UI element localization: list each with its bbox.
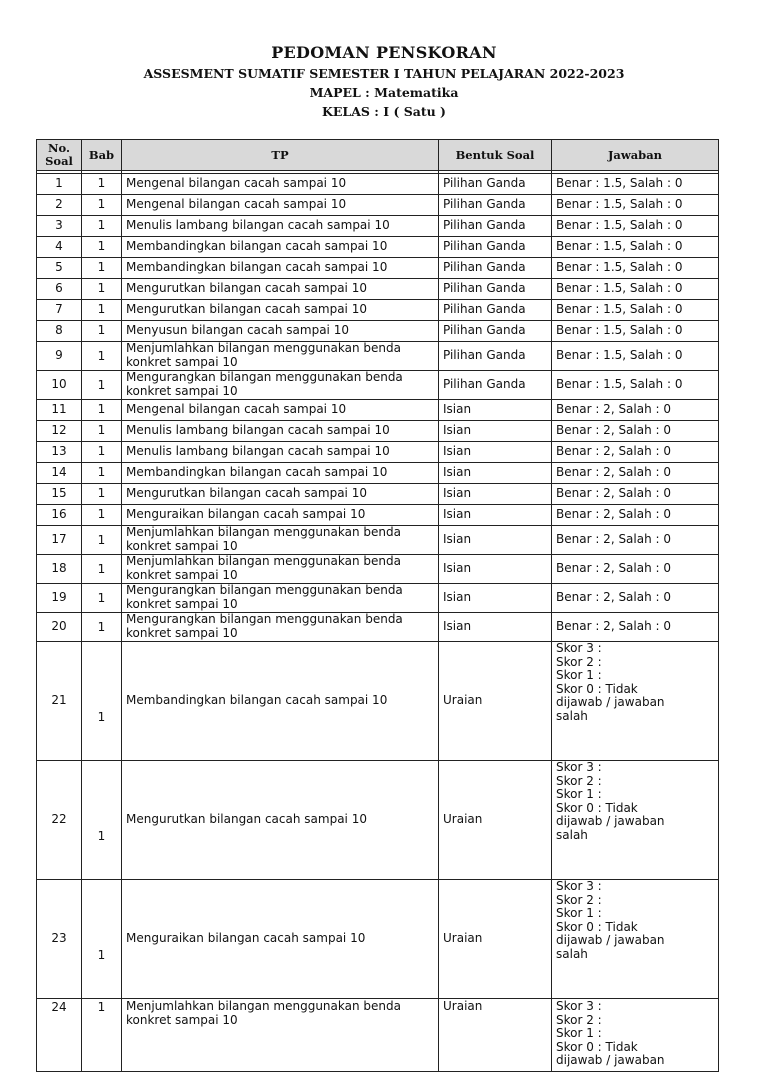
table-row [37,258,719,279]
row-jawaban: Skor 3 : Skor 2 : Skor 1 : Skor 0 : Tidak dijawab / jawaban salah [552,642,719,761]
row-jawaban: Benar : 1.5, Salah : 0 [552,371,719,400]
row-tp: Menguraikan bilangan cacah sampai 10 [122,880,439,999]
table-row [37,174,719,195]
row-bentuk-soal: Pilihan Ganda [439,258,552,279]
row-jawaban: Benar : 1.5, Salah : 0 [552,300,719,321]
table-row [37,880,719,999]
table-row [37,371,719,400]
subject-label: MAPEL : Matematika [309,85,459,100]
row-number: 20 [37,613,82,642]
row-tp: Mengenal bilangan cacah sampai 10 [122,174,439,195]
row-number: 4 [37,237,82,258]
row-jawaban: Benar : 1.5, Salah : 0 [552,237,719,258]
row-jawaban: Benar : 1.5, Salah : 0 [552,216,719,237]
row-bab: 1 [82,880,122,999]
row-jawaban: Benar : 2, Salah : 0 [552,421,719,442]
row-tp: Menjumlahkan bilangan menggunakan benda konkret sampai 10 [122,999,439,1072]
row-jawaban: Benar : 2, Salah : 0 [552,400,719,421]
row-number: 9 [37,342,82,371]
table-row [37,642,719,761]
row-bab: 1 [82,505,122,526]
row-number: 18 [37,555,82,584]
row-number: 6 [37,279,82,300]
row-jawaban: Benar : 2, Salah : 0 [552,463,719,484]
row-bab: 1 [82,300,122,321]
row-number: 5 [37,258,82,279]
row-bab: 1 [82,371,122,400]
row-tp: Mengenal bilangan cacah sampai 10 [122,400,439,421]
row-bab: 1 [82,421,122,442]
row-bab: 1 [82,526,122,555]
row-tp: Menjumlahkan bilangan menggunakan benda konkret sampai 10 [122,342,439,371]
row-bentuk-soal: Pilihan Ganda [439,174,552,195]
row-number: 23 [37,880,82,999]
table-row [37,484,719,505]
row-tp: Menyusun bilangan cacah sampai 10 [122,321,439,342]
table-row [37,442,719,463]
row-bentuk-soal: Pilihan Ganda [439,321,552,342]
table-row [37,216,719,237]
table-row [37,342,719,371]
row-number: 21 [37,642,82,761]
table-row [37,526,719,555]
class-label: KELAS : I ( Satu ) [322,104,446,119]
table-row [37,421,719,442]
row-tp: Menjumlahkan bilangan menggunakan benda konkret sampai 10 [122,555,439,584]
row-number: 11 [37,400,82,421]
row-tp: Mengurangkan bilangan menggunakan benda konkret sampai 10 [122,371,439,400]
row-bentuk-soal: Isian [439,421,552,442]
row-jawaban: Benar : 2, Salah : 0 [552,505,719,526]
row-bentuk-soal: Uraian [439,761,552,880]
row-jawaban: Benar : 2, Salah : 0 [552,584,719,613]
row-tp: Mengurutkan bilangan cacah sampai 10 [122,761,439,880]
row-bab: 1 [82,342,122,371]
row-jawaban: Benar : 1.5, Salah : 0 [552,279,719,300]
row-number: 3 [37,216,82,237]
row-tp: Menulis lambang bilangan cacah sampai 10 [122,216,439,237]
row-bab: 1 [82,321,122,342]
row-tp: Membandingkan bilangan cacah sampai 10 [122,237,439,258]
col-header-bab: Bab [82,140,122,171]
row-number: 22 [37,761,82,880]
table-row [37,463,719,484]
row-bab: 1 [82,555,122,584]
row-bab: 1 [82,174,122,195]
row-jawaban: Skor 3 : Skor 2 : Skor 1 : Skor 0 : Tidak dijawab / jawaban [552,999,719,1072]
row-bentuk-soal: Uraian [439,880,552,999]
row-bentuk-soal: Isian [439,526,552,555]
row-jawaban: Benar : 2, Salah : 0 [552,613,719,642]
row-tp: Menjumlahkan bilangan menggunakan benda konkret sampai 10 [122,526,439,555]
table-row [37,400,719,421]
row-jawaban: Benar : 1.5, Salah : 0 [552,321,719,342]
row-bentuk-soal: Isian [439,613,552,642]
row-bab: 1 [82,584,122,613]
row-jawaban: Benar : 2, Salah : 0 [552,555,719,584]
row-tp: Membandingkan bilangan cacah sampai 10 [122,463,439,484]
table-row [37,505,719,526]
table-header-row [37,140,719,171]
row-bab: 1 [82,761,122,880]
row-bab: 1 [82,400,122,421]
row-tp: Mengenal bilangan cacah sampai 10 [122,195,439,216]
table-row [37,300,719,321]
table-row [37,555,719,584]
row-bab: 1 [82,195,122,216]
row-number: 24 [37,999,82,1072]
row-number: 16 [37,505,82,526]
table-row [37,279,719,300]
table-row [37,999,719,1072]
document-subtitle: ASSESMENT SUMATIF SEMESTER I TAHUN PELAJARAN 2022-2023 [143,66,625,81]
row-jawaban: Skor 3 : Skor 2 : Skor 1 : Skor 0 : Tidak dijawab / jawaban salah [552,761,719,880]
row-bentuk-soal: Uraian [439,999,552,1072]
row-bentuk-soal: Pilihan Ganda [439,371,552,400]
row-tp: Menulis lambang bilangan cacah sampai 10 [122,442,439,463]
row-number: 10 [37,371,82,400]
table-row [37,761,719,880]
row-bentuk-soal: Isian [439,584,552,613]
row-number: 17 [37,526,82,555]
document-header [0,42,768,121]
row-tp: Mengurangkan bilangan menggunakan benda konkret sampai 10 [122,584,439,613]
row-jawaban: Benar : 1.5, Salah : 0 [552,195,719,216]
row-jawaban: Skor 3 : Skor 2 : Skor 1 : Skor 0 : Tidak dijawab / jawaban salah [552,880,719,999]
row-jawaban: Benar : 2, Salah : 0 [552,526,719,555]
row-tp: Mengurutkan bilangan cacah sampai 10 [122,279,439,300]
row-bentuk-soal: Pilihan Ganda [439,237,552,258]
row-bentuk-soal: Isian [439,484,552,505]
row-bentuk-soal: Isian [439,463,552,484]
row-number: 19 [37,584,82,613]
row-bab: 1 [82,642,122,761]
table-row [37,584,719,613]
row-bentuk-soal: Pilihan Ganda [439,195,552,216]
row-bentuk-soal: Isian [439,442,552,463]
col-header-no: No. Soal [37,140,82,171]
row-bab: 1 [82,216,122,237]
row-tp: Membandingkan bilangan cacah sampai 10 [122,258,439,279]
col-header-jawaban: Jawaban [552,140,719,171]
row-tp: Menguraikan bilangan cacah sampai 10 [122,505,439,526]
row-bentuk-soal: Pilihan Ganda [439,342,552,371]
table-row [37,321,719,342]
row-bab: 1 [82,463,122,484]
row-number: 15 [37,484,82,505]
row-tp: Membandingkan bilangan cacah sampai 10 [122,642,439,761]
row-bab: 1 [82,442,122,463]
row-number: 13 [37,442,82,463]
row-number: 14 [37,463,82,484]
scoring-table [36,139,719,1072]
row-jawaban: Benar : 1.5, Salah : 0 [552,342,719,371]
row-tp: Menulis lambang bilangan cacah sampai 10 [122,421,439,442]
row-number: 2 [37,195,82,216]
row-number: 1 [37,174,82,195]
row-bab: 1 [82,258,122,279]
row-jawaban: Benar : 1.5, Salah : 0 [552,258,719,279]
row-bentuk-soal: Isian [439,555,552,584]
document-title: PEDOMAN PENSKORAN [271,43,497,62]
row-bab: 1 [82,237,122,258]
col-header-bentuk-soal: Bentuk Soal [439,140,552,171]
row-jawaban: Benar : 1.5, Salah : 0 [552,174,719,195]
table-row [37,613,719,642]
row-tp: Mengurangkan bilangan menggunakan benda konkret sampai 10 [122,613,439,642]
table-row [37,195,719,216]
table-row [37,237,719,258]
row-bab: 1 [82,999,122,1072]
row-number: 12 [37,421,82,442]
row-bab: 1 [82,613,122,642]
row-bentuk-soal: Pilihan Ganda [439,300,552,321]
row-jawaban: Benar : 2, Salah : 0 [552,442,719,463]
row-bab: 1 [82,279,122,300]
row-bab: 1 [82,484,122,505]
row-bentuk-soal: Isian [439,400,552,421]
row-bentuk-soal: Isian [439,505,552,526]
row-bentuk-soal: Uraian [439,642,552,761]
row-number: 7 [37,300,82,321]
row-number: 8 [37,321,82,342]
row-bentuk-soal: Pilihan Ganda [439,216,552,237]
row-bentuk-soal: Pilihan Ganda [439,279,552,300]
row-tp: Mengurutkan bilangan cacah sampai 10 [122,484,439,505]
row-tp: Mengurutkan bilangan cacah sampai 10 [122,300,439,321]
row-jawaban: Benar : 2, Salah : 0 [552,484,719,505]
col-header-tp: TP [122,140,439,171]
